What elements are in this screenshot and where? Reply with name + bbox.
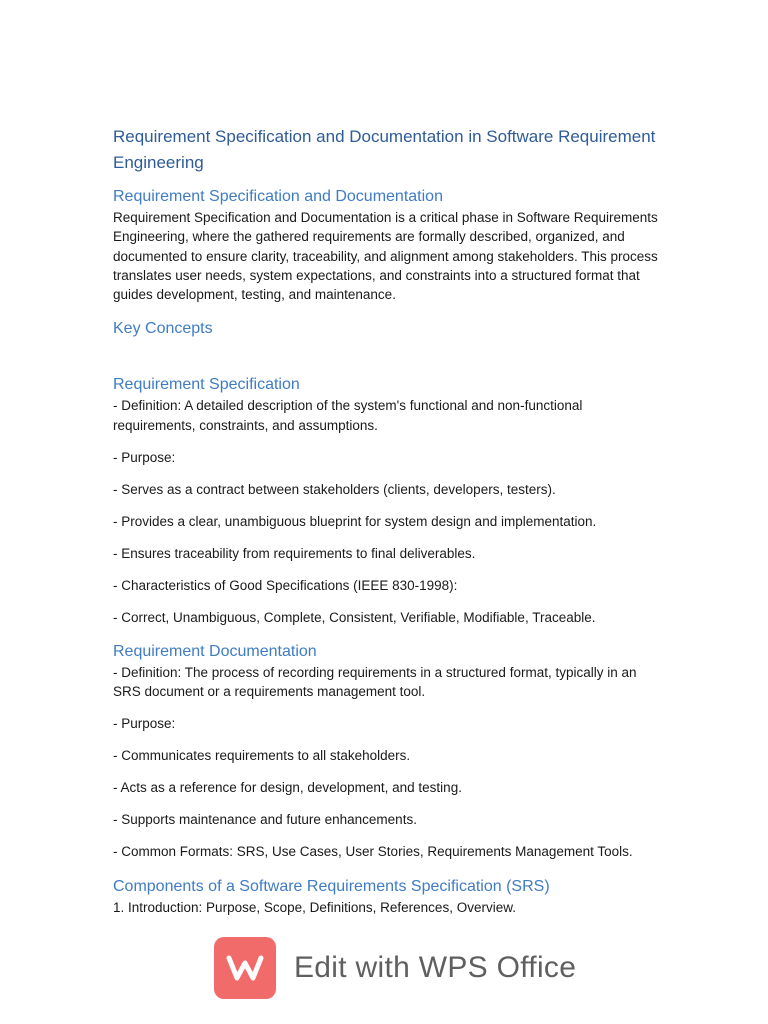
requirement-specification-heading: Requirement Specification xyxy=(113,376,300,394)
wps-office-logo-icon xyxy=(214,937,276,999)
list-item: - Definition: The process of recording requirements in a structured format, typically in an SRS document or a requirements management tool. xyxy=(113,664,637,700)
list-item: - Purpose: xyxy=(113,716,176,732)
requirement-documentation-section xyxy=(113,641,658,862)
list-item: - Provides a clear, unambiguous blueprint for system design and implementation. xyxy=(113,513,597,529)
list-item: - Ensures traceability from requirements to final deliverables. xyxy=(113,545,476,561)
intro-paragraph: Requirement Specification and Documentation is a critical phase in Software Requirements Engineering, where the gathered requirements are formally described, organized, and documented to ensure clarity, traceability, and alignment among stakeholders. This process translates user needs, system expectations, and constraints into a structured format that guides development, testing, and maintenance. xyxy=(113,210,658,303)
document-title: Requirement Specification and Documentation in Software Requirement Engineering xyxy=(113,127,656,172)
list-item: 1. Introduction: Purpose, Scope, Definitions, References, Overview. xyxy=(113,899,516,915)
list-item: - Definition: A detailed description of the system's functional and non-functional requirements, constraints, and assumptions. xyxy=(113,398,583,433)
requirement-specification-section xyxy=(113,374,658,627)
document-page xyxy=(113,124,658,917)
list-item: - Acts as a reference for design, development, and testing. xyxy=(113,780,462,796)
list-item: - Purpose: xyxy=(113,449,176,465)
list-item: - Communicates requirements to all stakeholders. xyxy=(113,748,411,764)
list-item: - Common Formats: SRS, Use Cases, User Stories, Requirements Management Tools. xyxy=(113,844,633,860)
key-concepts-heading: Key Concepts xyxy=(113,320,213,338)
list-item: - Serves as a contract between stakeholders (clients, developers, testers). xyxy=(113,481,556,497)
edit-with-wps-banner[interactable] xyxy=(214,936,576,1000)
requirement-documentation-heading: Requirement Documentation xyxy=(113,642,317,660)
list-item: - Supports maintenance and future enhancements. xyxy=(113,812,417,828)
srs-components-section xyxy=(113,876,658,917)
srs-components-heading: Components of a Software Requirements Specification (SRS) xyxy=(113,877,550,895)
list-item: - Correct, Unambiguous, Complete, Consistent, Verifiable, Modifiable, Traceable. xyxy=(113,609,596,625)
edit-with-wps-label: Edit with WPS Office xyxy=(294,951,577,984)
list-item: - Characteristics of Good Specifications (IEEE 830-1998): xyxy=(113,577,458,593)
intro-heading: Requirement Specification and Documentation xyxy=(113,188,443,205)
